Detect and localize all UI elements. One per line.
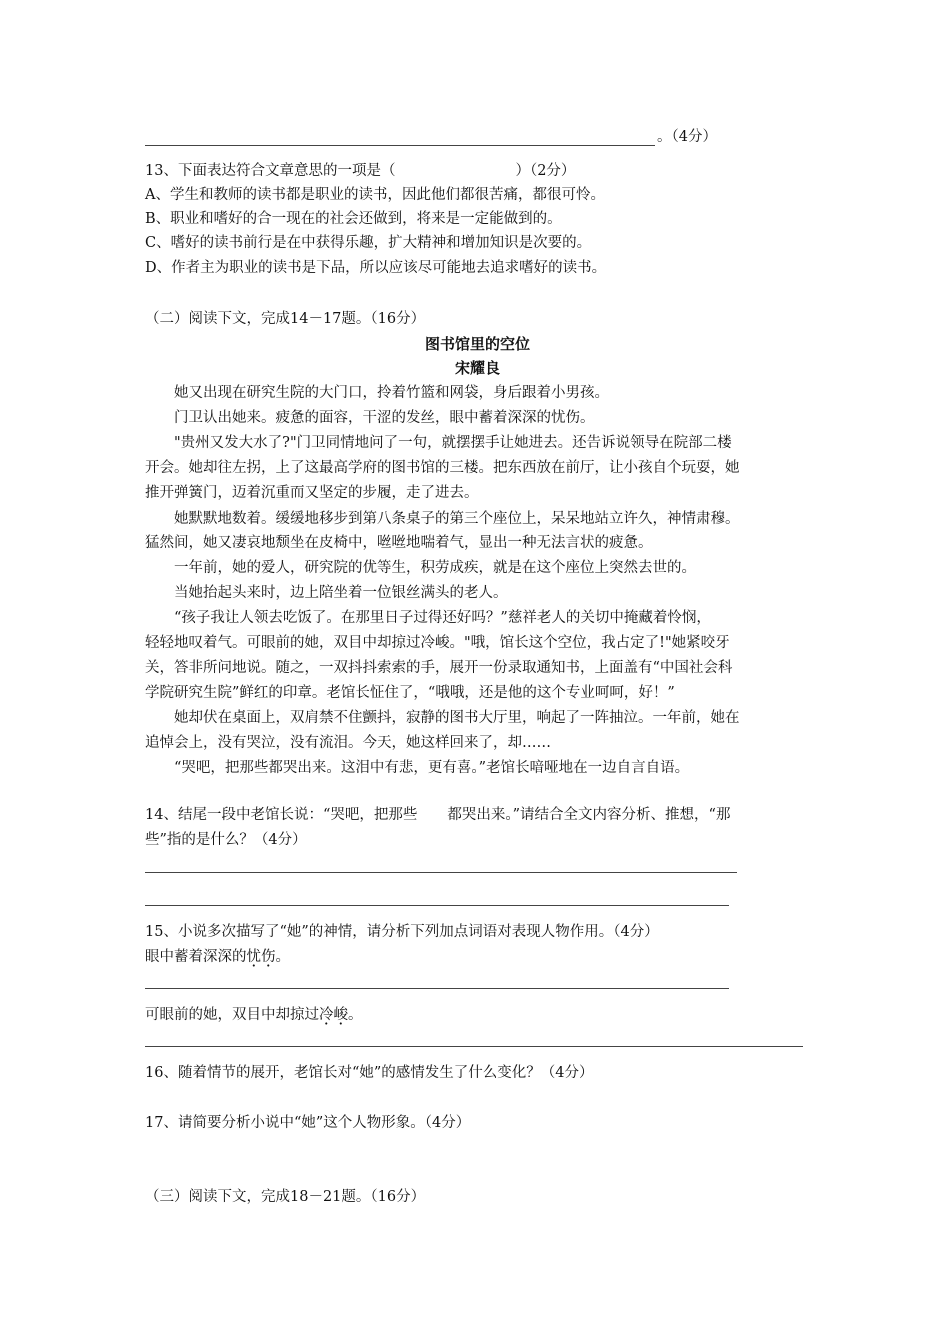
q12-score: 。（4分） bbox=[657, 129, 717, 145]
q13-option-a: A、学生和教师的读书都是职业的读书，因此他们都很苦痛，都很可怜。 bbox=[145, 187, 605, 203]
q15-item2-suffix: 。 bbox=[348, 1007, 363, 1023]
story-line: 关，答非所问地说。随之，一双抖抖索索的手，展开一份录取通知书，上面盖有“中国社会科 bbox=[145, 660, 733, 676]
q14-stem-a: 14、结尾一段中老馆长说：“哭吧，把那些 bbox=[145, 807, 418, 823]
emphasis-word: 忧 bbox=[246, 949, 261, 965]
q14-stem-line2: 些”指的是什么？（4分） bbox=[145, 832, 307, 848]
q15-stem: 15、小说多次描写了“她”的神情，请分析下列加点词语对表现人物作用。（4分） bbox=[145, 924, 659, 940]
story-line: 学院研究生院”鲜红的印章。老馆长怔住了，“哦哦，还是他的这个专业呵呵，好！” bbox=[145, 685, 675, 701]
story-line: 门卫认出她来。疲惫的面容，干涩的发丝，眼中蓄着深深的忧伤。 bbox=[174, 410, 595, 426]
section2-heading: （二）阅读下文，完成14－17题。（16分） bbox=[145, 311, 426, 327]
story-title: 图书馆里的空位 bbox=[424, 335, 530, 353]
section3-heading: （三）阅读下文，完成18－21题。（16分） bbox=[145, 1189, 426, 1205]
story-line: "贵州又发大水了?"门卫同情地问了一句，就摆摆手让她进去。还告诉说领导在院部二楼 bbox=[174, 435, 732, 451]
q15-item2 bbox=[145, 1004, 363, 1026]
story-line: “孩子我让人领去吃饭了。在那里日子过得还好吗？”慈祥老人的关切中掩藏着怜悯， bbox=[174, 610, 711, 626]
answer-line-q12 bbox=[145, 145, 655, 146]
story-author: 宋耀良 bbox=[454, 359, 500, 377]
story-line: 猛然间，她又凄哀地颓坐在皮椅中，咝咝地喘着气，显出一种无法言状的疲惫。 bbox=[145, 535, 653, 551]
q13-stem bbox=[145, 160, 575, 182]
q15-item1 bbox=[145, 946, 290, 968]
story-line: 开会。她却往左拐，上了这最高学府的图书馆的三楼。把东西放在前厅，让小孩自个玩耍，她 bbox=[145, 460, 740, 476]
story-line: 追悼会上，没有哭泣，没有流泪。今天，她这样回来了，却…… bbox=[145, 735, 551, 751]
q15-item1-prefix: 眼中蓄着深深的 bbox=[145, 949, 247, 965]
story-line: 一年前，她的爱人，研究院的优等生，积劳成疾，就是在这个座位上突然去世的。 bbox=[174, 560, 696, 576]
q13-stem-end: ）（2分） bbox=[515, 163, 576, 179]
story-line: “哭吧，把那些都哭出来。这泪中有悲，更有喜。”老馆长喑哑地在一边自言自语。 bbox=[174, 760, 690, 776]
q13-option-b: B、职业和嗜好的合一现在的社会还做到，将来是一定能做到的。 bbox=[145, 211, 562, 227]
answer-line-q14 bbox=[145, 872, 737, 873]
emphasis-word: 峻 bbox=[333, 1007, 348, 1023]
answer-line-q15 bbox=[145, 988, 729, 989]
emphasis-word: 伤 bbox=[261, 949, 276, 965]
story-line: 她默默地数着。缓缓地移步到第八条桌子的第三个座位上，呆呆地站立许久，神情肃穆。 bbox=[174, 511, 740, 527]
story-line: 当她抬起头来时，边上陪坐着一位银丝满头的老人。 bbox=[174, 585, 508, 601]
story-line: 她又出现在研究生院的大门口，拎着竹篮和网袋，身后跟着小男孩。 bbox=[174, 385, 609, 401]
q14-stem-line1 bbox=[145, 804, 730, 826]
answer-line-q14 bbox=[145, 905, 729, 906]
story-line: 推开弹簧门，迈着沉重而又坚定的步履，走了进去。 bbox=[145, 485, 479, 501]
answer-line-q15 bbox=[145, 1046, 803, 1047]
q17-stem: 17、请简要分析小说中“她”这个人物形象。（4分） bbox=[145, 1115, 471, 1131]
q14-stem-b: 都哭出来。”请结合全文内容分析、推想，“那 bbox=[447, 807, 731, 823]
q13-option-d: D、作者主为职业的读书是下品，所以应该尽可能地去追求嗜好的读书。 bbox=[145, 260, 607, 276]
q15-item2-prefix: 可眼前的她，双目中却掠过 bbox=[145, 1007, 319, 1023]
q15-item1-suffix: 。 bbox=[275, 949, 290, 965]
story-line: 轻轻地叹着气。可眼前的她，双目中却掠过冷峻。"哦，馆长这个空位，我占定了!"她紧咬牙 bbox=[145, 635, 730, 651]
q16-stem: 16、随着情节的展开，老馆长对“她”的感情发生了什么变化？（4分） bbox=[145, 1065, 594, 1081]
story-line: 她却伏在桌面上，双肩禁不住颤抖，寂静的图书大厅里，响起了一阵抽泣。一年前，她在 bbox=[174, 710, 740, 726]
q13-stem-text: 13、下面表达符合文章意思的一项是（ bbox=[145, 163, 396, 179]
emphasis-word: 冷 bbox=[319, 1007, 334, 1023]
q13-option-c: C、嗜好的读书前行是在中获得乐趣，扩大精神和增加知识是次要的。 bbox=[145, 235, 592, 251]
